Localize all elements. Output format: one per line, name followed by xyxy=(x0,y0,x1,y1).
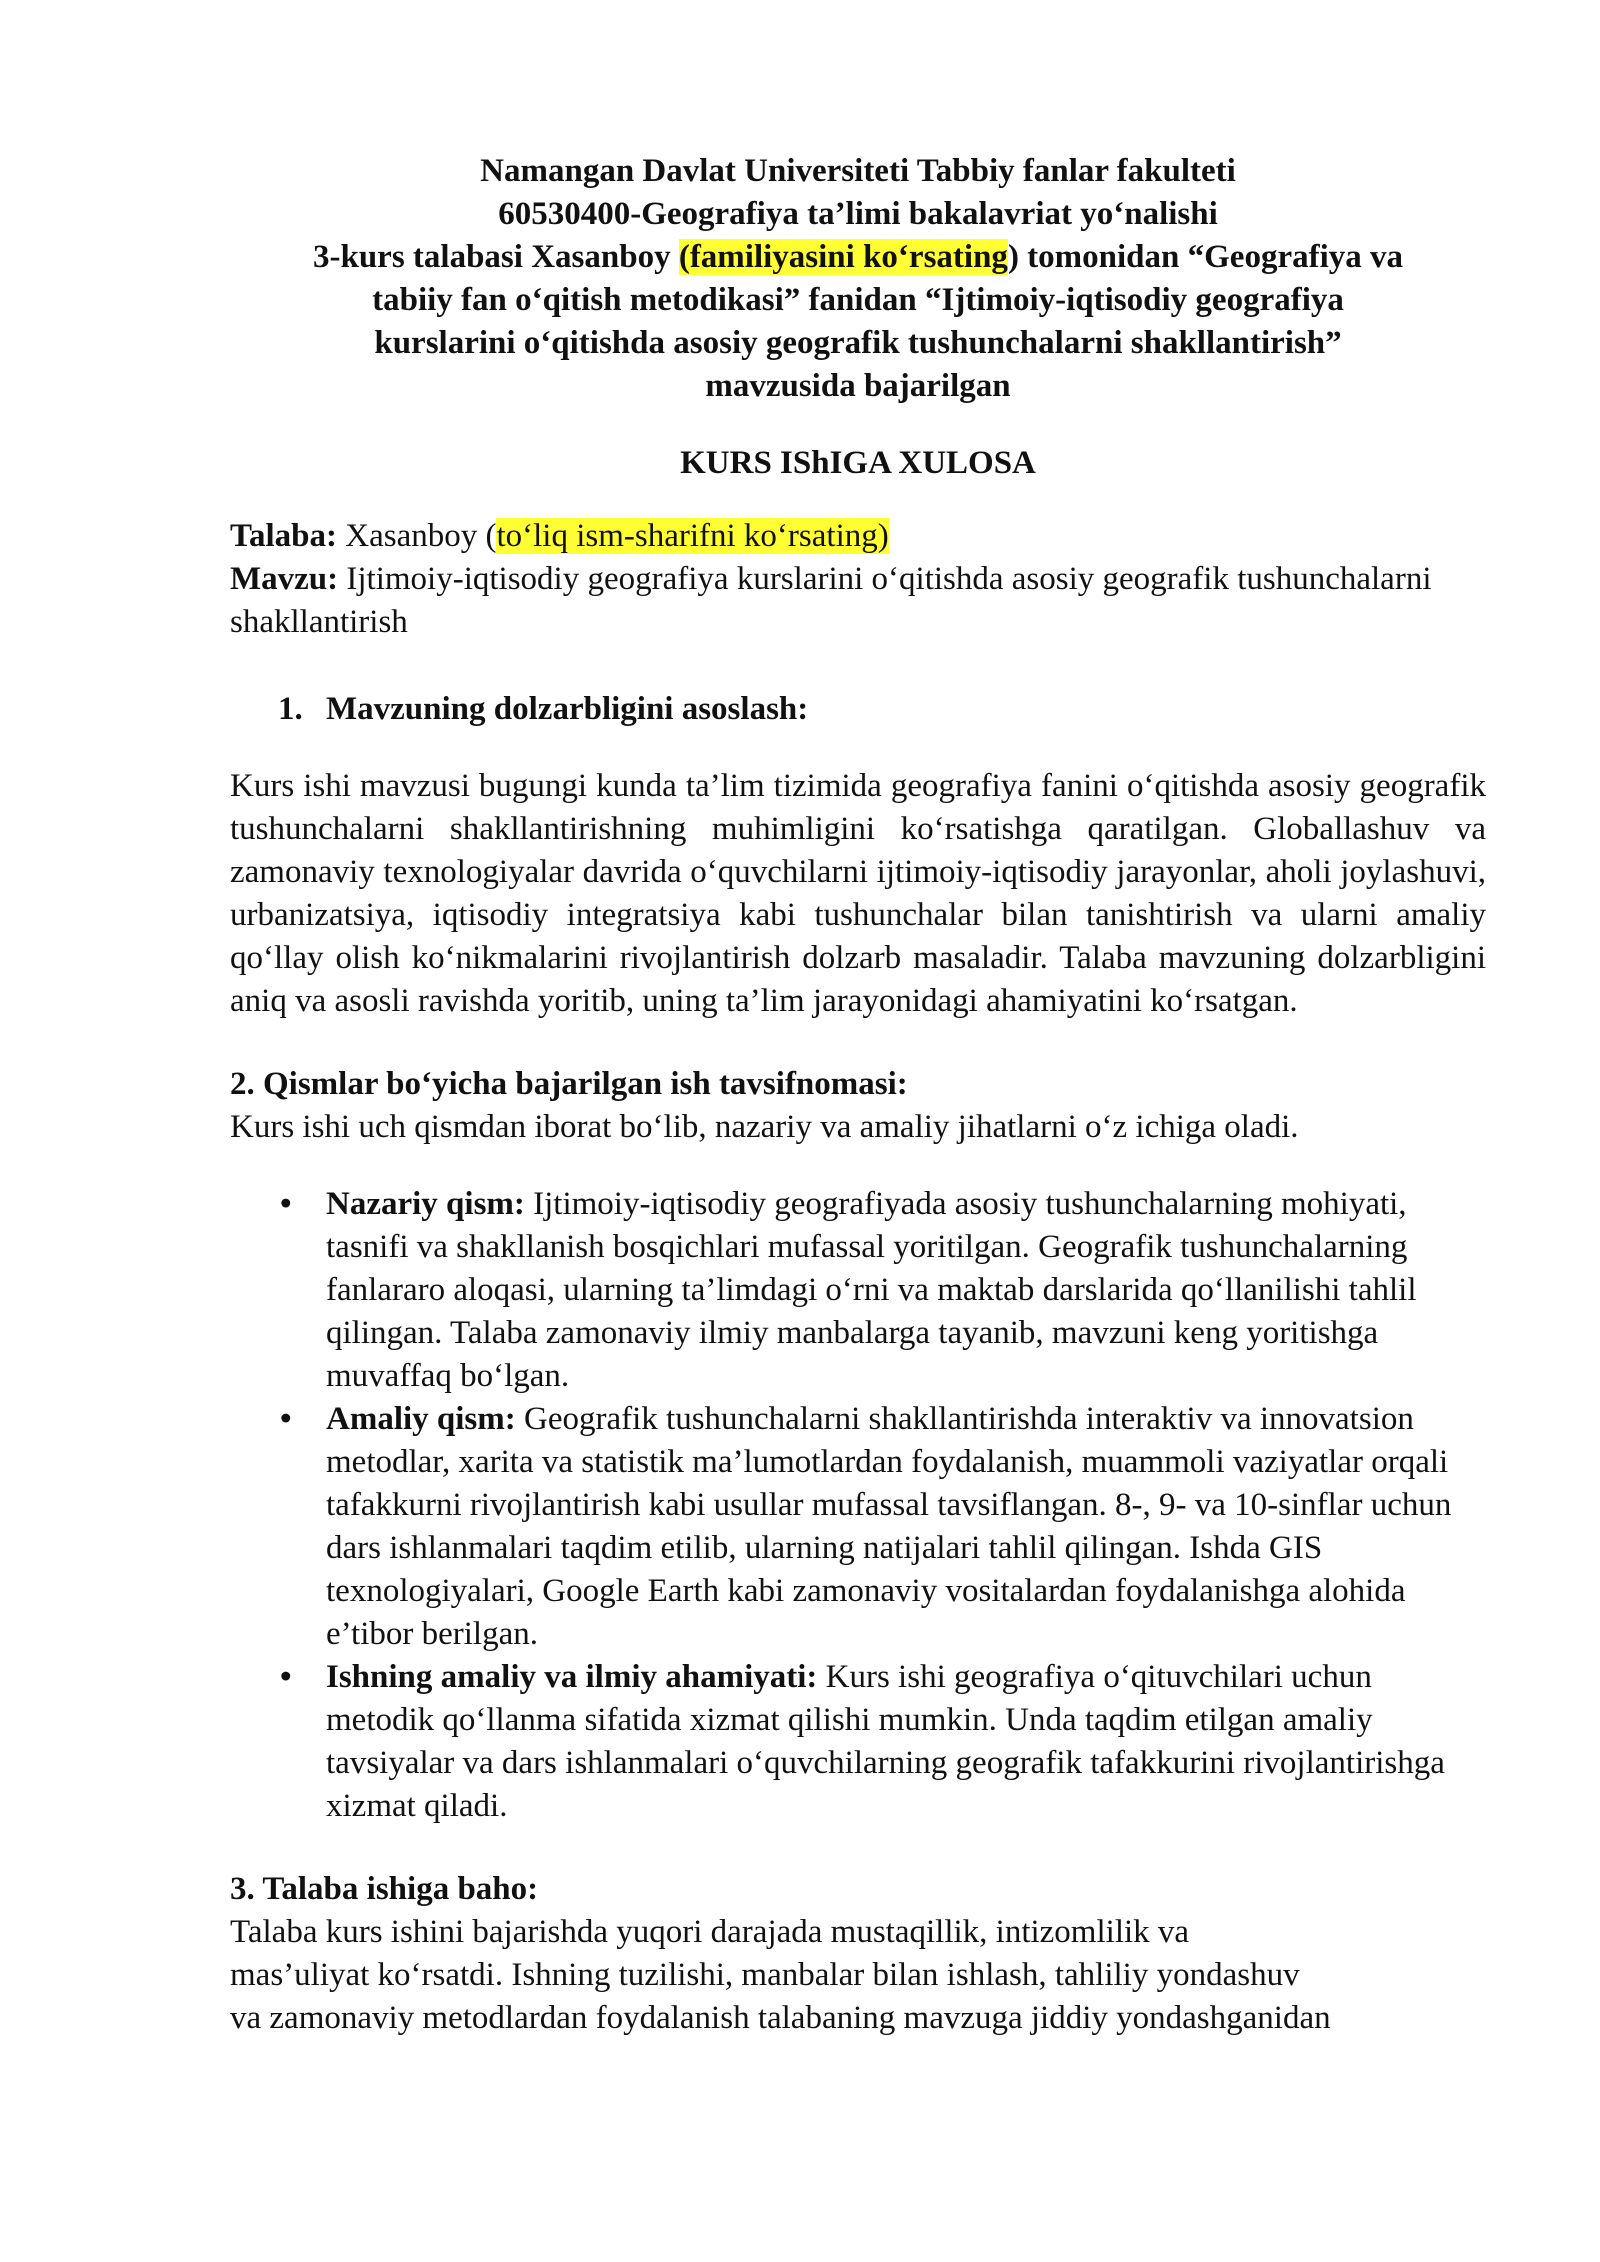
header-student-text: 3-kurs talabasi Xasanboy xyxy=(312,239,679,275)
topic-label: Mavzu: xyxy=(230,561,339,597)
student-value: Xasanboy ( xyxy=(337,518,497,554)
list-item-text: Geografik tushunchalarni shakllantirishda interaktiv va innovatsion metodlar, xarita va statistik ma’lumotlardan foydalanish, muammoli vaziyatlar orqali tafakkurni rivojlantirish kabi usullar mufassal tavsiflangan. 8-, 9- va 10-sinflar uchun dars ishlanmalari taqdim etilib, ularning natijalari tahlil qilingan. Ishda GIS texnologiyalari, Google Earth kabi zamonaviy vositalardan foydalanishga alohida e’tibor berilgan. xyxy=(326,1401,1452,1652)
header-surname-highlight: (familiyasini ko‘rsating xyxy=(678,239,1008,275)
header-student-line xyxy=(230,236,1486,279)
list-item-practice xyxy=(230,1398,1486,1656)
header-completed-line: mavzusida bajarilgan xyxy=(705,368,1011,404)
student-row xyxy=(230,515,1486,558)
section1-paragraph: Kurs ishi mavzusi bugungi kunda ta’lim tizimida geografiya fanini o‘qitishda asosiy geografik tushunchalarni shakllantirishning muhimligini ko‘rsatishga qaratilgan. Globallashuv va zamonaviy texnologiyalar davrida o‘quvchilarni ijtimoiy-iqtisodiy jarayonlar, aholi joylashuvi, urbanizatsiya, iqtisodiy integratsiya kabi tushunchalar bilan tanishtirish va ularni amaliy qo‘llay olish ko‘nikmalarini rivojlantirish dolzarb masaladir. Talaba mavzuning dolzarbligini aniq va asosli ravishda yoritib, uning ta’lim jarayonidagi ahamiyatini ko‘rsatgan. xyxy=(230,768,1486,1019)
section1-heading xyxy=(278,688,1486,731)
section3-line: Talaba kurs ishini bajarishda yuqori darajada mustaqillik, intizomlilik va xyxy=(230,1914,1190,1950)
header-subject-line: tabiiy fan o‘qitish metodikasi” fanidan “Ijtimoiy-iqtisodiy geografiya xyxy=(372,282,1344,318)
document-content xyxy=(230,150,1486,2040)
list-item-theory xyxy=(230,1183,1486,1398)
document-title: KURS IShIGA XULOSA xyxy=(680,445,1036,481)
topic-row xyxy=(230,558,1486,644)
section2-list xyxy=(230,1183,1486,1828)
header-program-line: 60530400-Geografiya ta’limi bakalavriat yo‘nalishi xyxy=(498,196,1218,232)
topic-value: Ijtimoiy-iqtisodiy geografiya kurslarini o‘qitishda asosiy geografik tushunchalarni shakllantirish xyxy=(230,561,1432,640)
section2-intro: Kurs ishi uch qismdan iborat bo‘lib, nazariy va amaliy jihatlarni o‘z ichiga oladi. xyxy=(230,1109,1299,1145)
student-label: Talaba: xyxy=(230,518,337,554)
header-subject-text: ) tomonidan “Geografiya va xyxy=(1007,239,1404,275)
student-name-highlight: to‘liq ism-sharifni ko‘rsating) xyxy=(496,518,889,554)
section3-paragraph xyxy=(230,1911,1486,2040)
section1-title: Mavzuning dolzarbligini asoslash: xyxy=(326,691,809,727)
section3-line: va zamonaviy metodlardan foydalanish talabaning mavzuga jiddiy yondashganidan xyxy=(230,2000,1331,2036)
section3-heading: 3. Talaba ishiga baho: xyxy=(230,1871,539,1907)
list-item-text: Kurs ishi geografiya o‘qituvchilari uchun metodik qo‘llanma sifatida xizmat qilishi mumkin. Unda taqdim etilgan amaliy tavsiyalar va dars ishlanmalari o‘quvchilarning geografik tafakkurini rivojlantirishga xizmat qiladi. xyxy=(326,1659,1445,1824)
list-item-label: Ishning amaliy va ilmiy ahamiyati: xyxy=(326,1659,818,1695)
section1-number: 1. xyxy=(278,691,303,727)
bullet-icon: • xyxy=(280,1659,292,1695)
list-item-text: Ijtimoiy-iqtisodiy geografiyada asosiy tushunchalarning mohiyati, tasnifi va shakllanish bosqichlari mufassal yoritilgan. Geografik tushunchalarning fanlararo aloqasi, ularning ta’limdagi o‘rni va maktab darslarida qo‘llanilishi tahlil qilingan. Talaba zamonaviy ilmiy manbalarga tayanib, mavzuni keng yoritishga muvaffaq bo‘lgan. xyxy=(326,1186,1417,1394)
header-university-line: Namangan Davlat Universiteti Tabbiy fanlar fakulteti xyxy=(480,153,1236,189)
list-item-label: Nazariy qism: xyxy=(326,1186,525,1222)
document-header xyxy=(230,150,1486,408)
section2-heading: 2. Qismlar bo‘yicha bajarilgan ish tavsifnomasi: xyxy=(230,1066,908,1102)
bullet-icon: • xyxy=(280,1401,292,1437)
header-topic-line: kurslarini o‘qitishda asosiy geografik tushunchalarni shakllantirish” xyxy=(374,325,1342,361)
meta-block xyxy=(230,515,1486,644)
list-item-significance xyxy=(230,1656,1486,1828)
section3-line: mas’uliyat ko‘rsatdi. Ishning tuzilishi, manbalar bilan ishlash, tahliliy yondashuv xyxy=(230,1957,1300,1993)
list-item-label: Amaliy qism: xyxy=(326,1401,516,1437)
bullet-icon: • xyxy=(280,1186,292,1222)
